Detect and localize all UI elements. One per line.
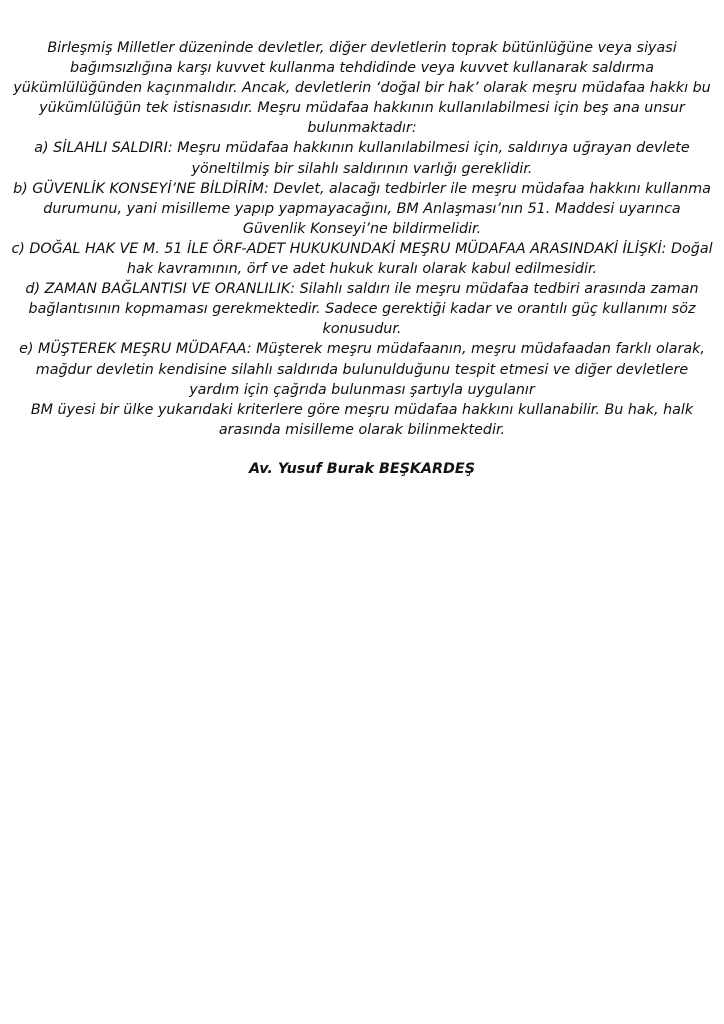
item-a-letter: a)	[34, 140, 54, 157]
item-b-heading: GÜVENLİK KONSEYİ’NE BİLDİRİM	[32, 180, 264, 197]
item-b-letter: b)	[13, 180, 33, 197]
item-e-letter: e)	[19, 341, 38, 358]
item-d-letter: d)	[25, 281, 45, 298]
item-e-heading: MÜŞTEREK MEŞRU MÜDAFAA	[38, 341, 247, 358]
item-c-text: : Doğal hak kavramının, örf ve adet hukuk kuralı olarak kabul edilmesidir.	[126, 240, 713, 278]
item-a	[0, 138, 724, 178]
item-b-text: : Devlet, alacağı tedbirler ile meşru müdafaa hakkını kullanma durumunu, yani misilleme yapıp yapmayacağını, BM Anlaşması’nın 51. Maddesi uyarınca Güvenlik Konseyi’ne bildirmelidir.	[43, 180, 711, 237]
item-c	[0, 239, 724, 279]
item-e-text: : Müşterek meşru müdafaanın, meşru müdafaadan farklı olarak, mağdur devletin kendisine silahlı saldırıda bulunulduğunu tespit etmesi ve diğer devletlere yardım için çağrıda bulunması şartıyla uygulanır	[35, 341, 705, 398]
document-page	[0, 38, 724, 479]
item-e	[0, 339, 724, 399]
item-c-letter: c)	[11, 240, 30, 257]
conclusion-paragraph: BM üyesi bir ülke yukarıdaki kriterlere göre meşru müdafaa hakkını kullanabilir. Bu hak, halk arasında misilleme olarak bilinmektedir.	[30, 401, 694, 438]
item-d	[0, 279, 724, 339]
item-c-heading: DOĞAL HAK VE M. 51 İLE ÖRF-ADET HUKUKUNDAKİ MEŞRU MÜDAFAA ARASINDAKİ İLİŞKİ	[29, 240, 662, 257]
item-a-text: : Meşru müdafaa hakkının kullanılabilmesi için, saldırıya uğrayan devlete yöneltilmiş bir silahlı saldırının varlığı gereklidir.	[167, 140, 690, 177]
item-d-text: : Silahlı saldırı ile meşru müdafaa tedbiri arasında zaman bağlantısının kopmaması gerekmektedir. Sadece gerektiği kadar ve orantılı güç kullanımı söz konusudur.	[28, 281, 699, 338]
item-d-heading: ZAMAN BAĞLANTISI VE ORANLILIK	[44, 281, 291, 298]
author-signature: Av. Yusuf Burak BEŞKARDEŞ	[249, 460, 475, 477]
intro-paragraph: Birleşmiş Milletler düzeninde devletler, diğer devletlerin toprak bütünlüğüne veya siyasi bağımsızlığına karşı kuvvet kullanma tehdidinde veya kuvvet kullanarak saldırma yükümlülüğünden kaçınmalıdır. Ancak, devletlerin ‘doğal bir hak’ olarak meşru müdafaa hakkı bu yükümlülüğün tek istisnasıdır. Meşru müdafaa hakkının kullanılabilmesi için beş ana unsur bulunmaktadır:	[13, 40, 711, 137]
item-b	[0, 179, 724, 239]
item-a-heading: SİLAHLI SALDIRI	[53, 140, 168, 157]
